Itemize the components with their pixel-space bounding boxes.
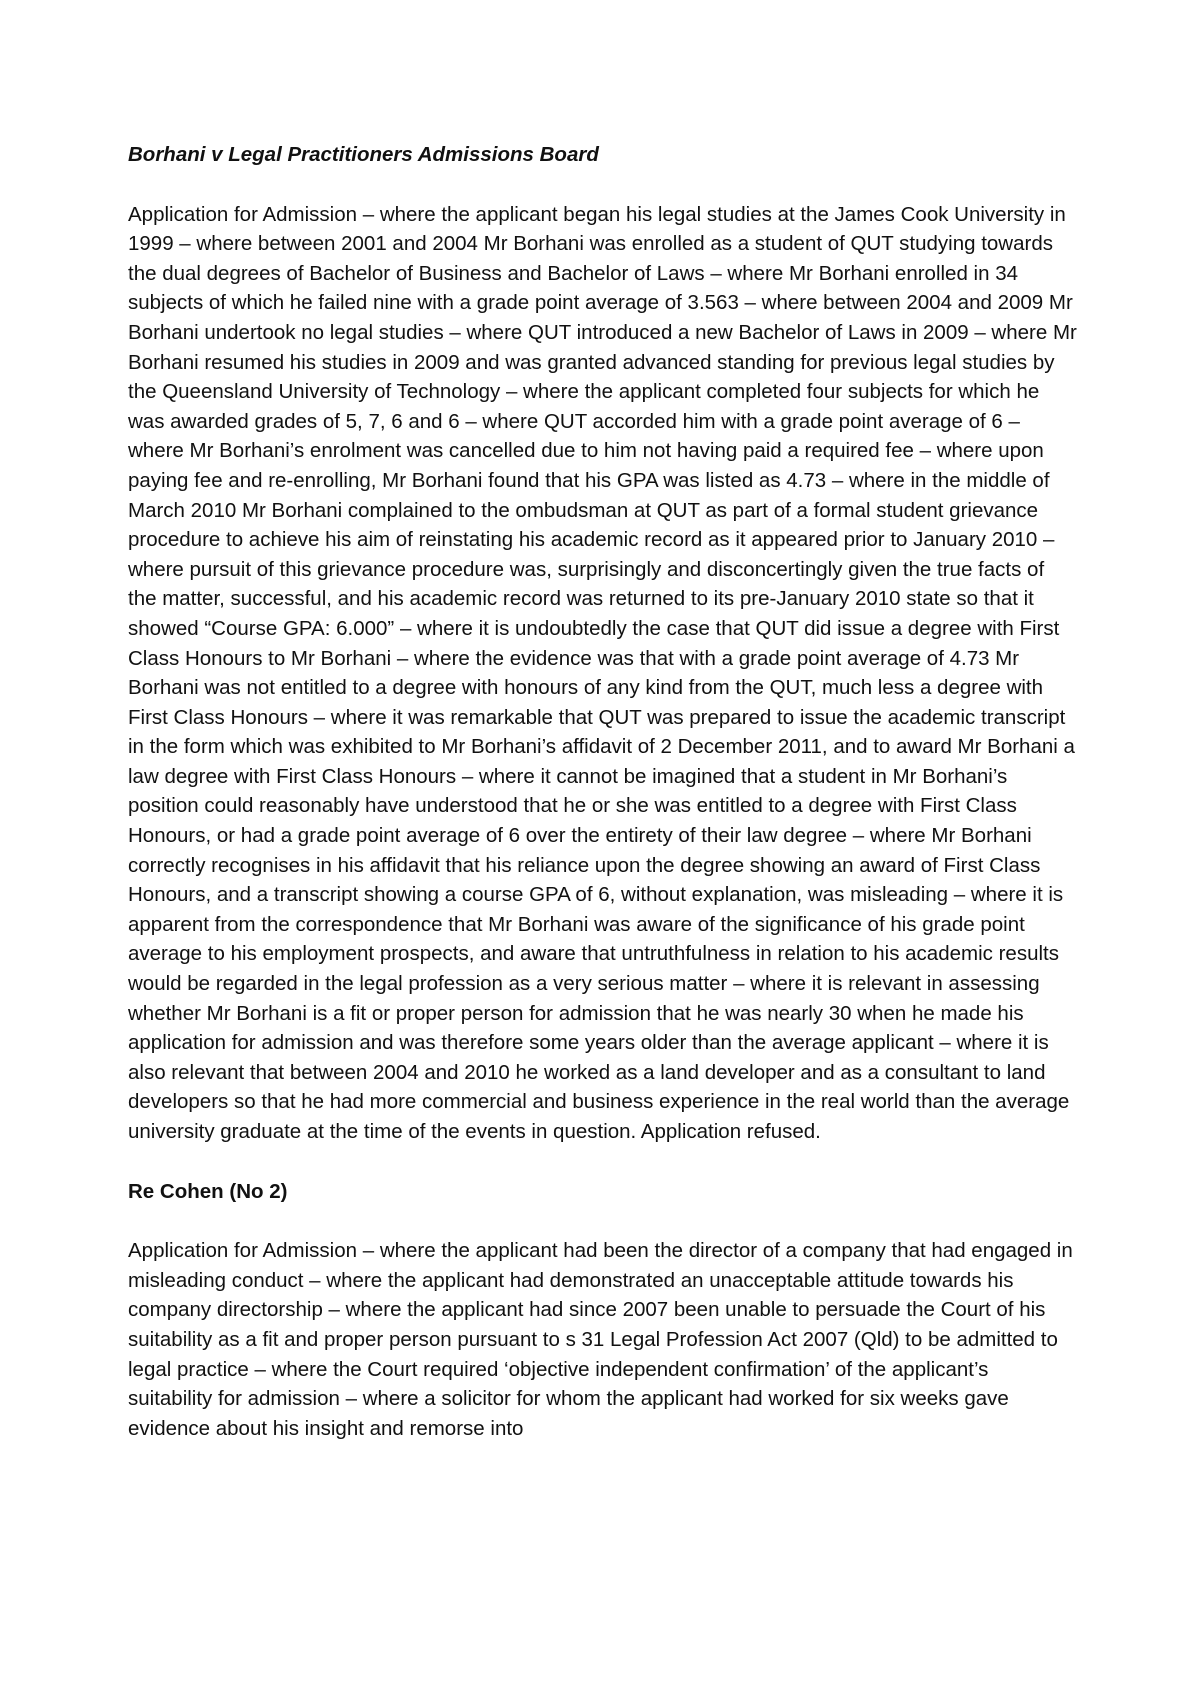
case-summary: Application for Admission – where the applicant began his legal studies at the James Cook University in 1999 – where between 2001 and 2004 Mr Borhani was enrolled as a student of QUT studying towards the dual degrees of Bachelor of Business and Bachelor of Laws – where Mr Borhani enrolled in 34 subjects of which he failed nine with a grade point average of 3.563 – where between 2004 and 2009 Mr Borhani undertook no legal studies – where QUT introduced a new Bachelor of Laws in 2009 – where Mr Borhani resumed his studies in 2009 and was granted advanced standing for previous legal studies by the Queensland University of Technology – where the applicant completed four subjects for which he was awarded grades of 5, 7, 6 and 6 – where QUT accorded him with a grade point average of 6 – where Mr Borhani’s enrolment was cancelled due to him not having paid a required fee – where upon paying fee and re-enrolling, Mr Borhani found that his GPA was listed as 4.73 – where in the middle of March 2010 Mr Borhani complained to the ombudsman at QUT as part of a formal student grievance procedure to achieve his aim of reinstating his academic record as it appeared prior to January 2010 – where pursuit of this grievance procedure was, surprisingly and disconcertingly given the true facts of the matter, successful, and his academic record was returned to its pre-January 2010 state so that it showed “Course GPA: 6.000” – where it is undoubtedly the case that QUT did issue a degree with First Class Honours to Mr Borhani – where the evidence was that with a grade point average of 4.73 Mr Borhani was not entitled to a degree with honours of any kind from the QUT, much less a degree with First Class Honours – where it was remarkable that QUT was prepared to issue the academic transcript in the form which was exhibited to Mr Borhani’s affidavit of 2 December 2011, and to award Mr Borhani a law degree with First Class Honours – where it cannot be imagined that a student in Mr Borhani’s position could reasonably have understood that he or she was entitled to a degree with First Class Honours, or had a grade point average of 6 over the entirety of their law degree – where Mr Borhani correctly recognises in his affidavit that his reliance upon the degree showing an award of First Class Honours, and a transcript showing a course GPA of 6, without explanation, was misleading – where it is apparent from the correspondence that Mr Borhani was aware of the significance of his grade point average to his employment prospects, and aware that untruthfulness in relation to his academic results would be regarded in the legal profession as a very serious matter – where it is relevant in assessing whether Mr Borhani is a fit or proper person for admission that he was nearly 30 when he made his application for admission and was therefore some years older than the average applicant – where it is also relevant that between 2004 and 2010 he worked as a land developer and as a consultant to land developers so that he had more commercial and business experience in the real world than the average university graduate at the time of the events in question. Application refused. [128, 202, 1077, 1143]
case-borhani [128, 140, 1078, 1147]
case-summary: Application for Admission – where the applicant had been the director of a company that had engaged in misleading conduct – where the applicant had demonstrated an unacceptable attitude towards his company directorship – where the applicant had since 2007 been unable to persuade the Court of his suitability as a fit and proper person pursuant to s 31 Legal Profession Act 2007 (Qld) to be admitted to legal practice – where the Court required ‘objective independent confirmation’ of the applicant’s suitability for admission – where a solicitor for whom the applicant had worked for six weeks gave evidence about his insight and remorse into [128, 1239, 1073, 1440]
case-title: Borhani v Legal Practitioners Admissions Board [128, 143, 599, 166]
case-cohen [128, 1177, 1078, 1444]
case-title: Re Cohen (No 2) [128, 1179, 288, 1203]
document-page [128, 140, 1078, 1473]
